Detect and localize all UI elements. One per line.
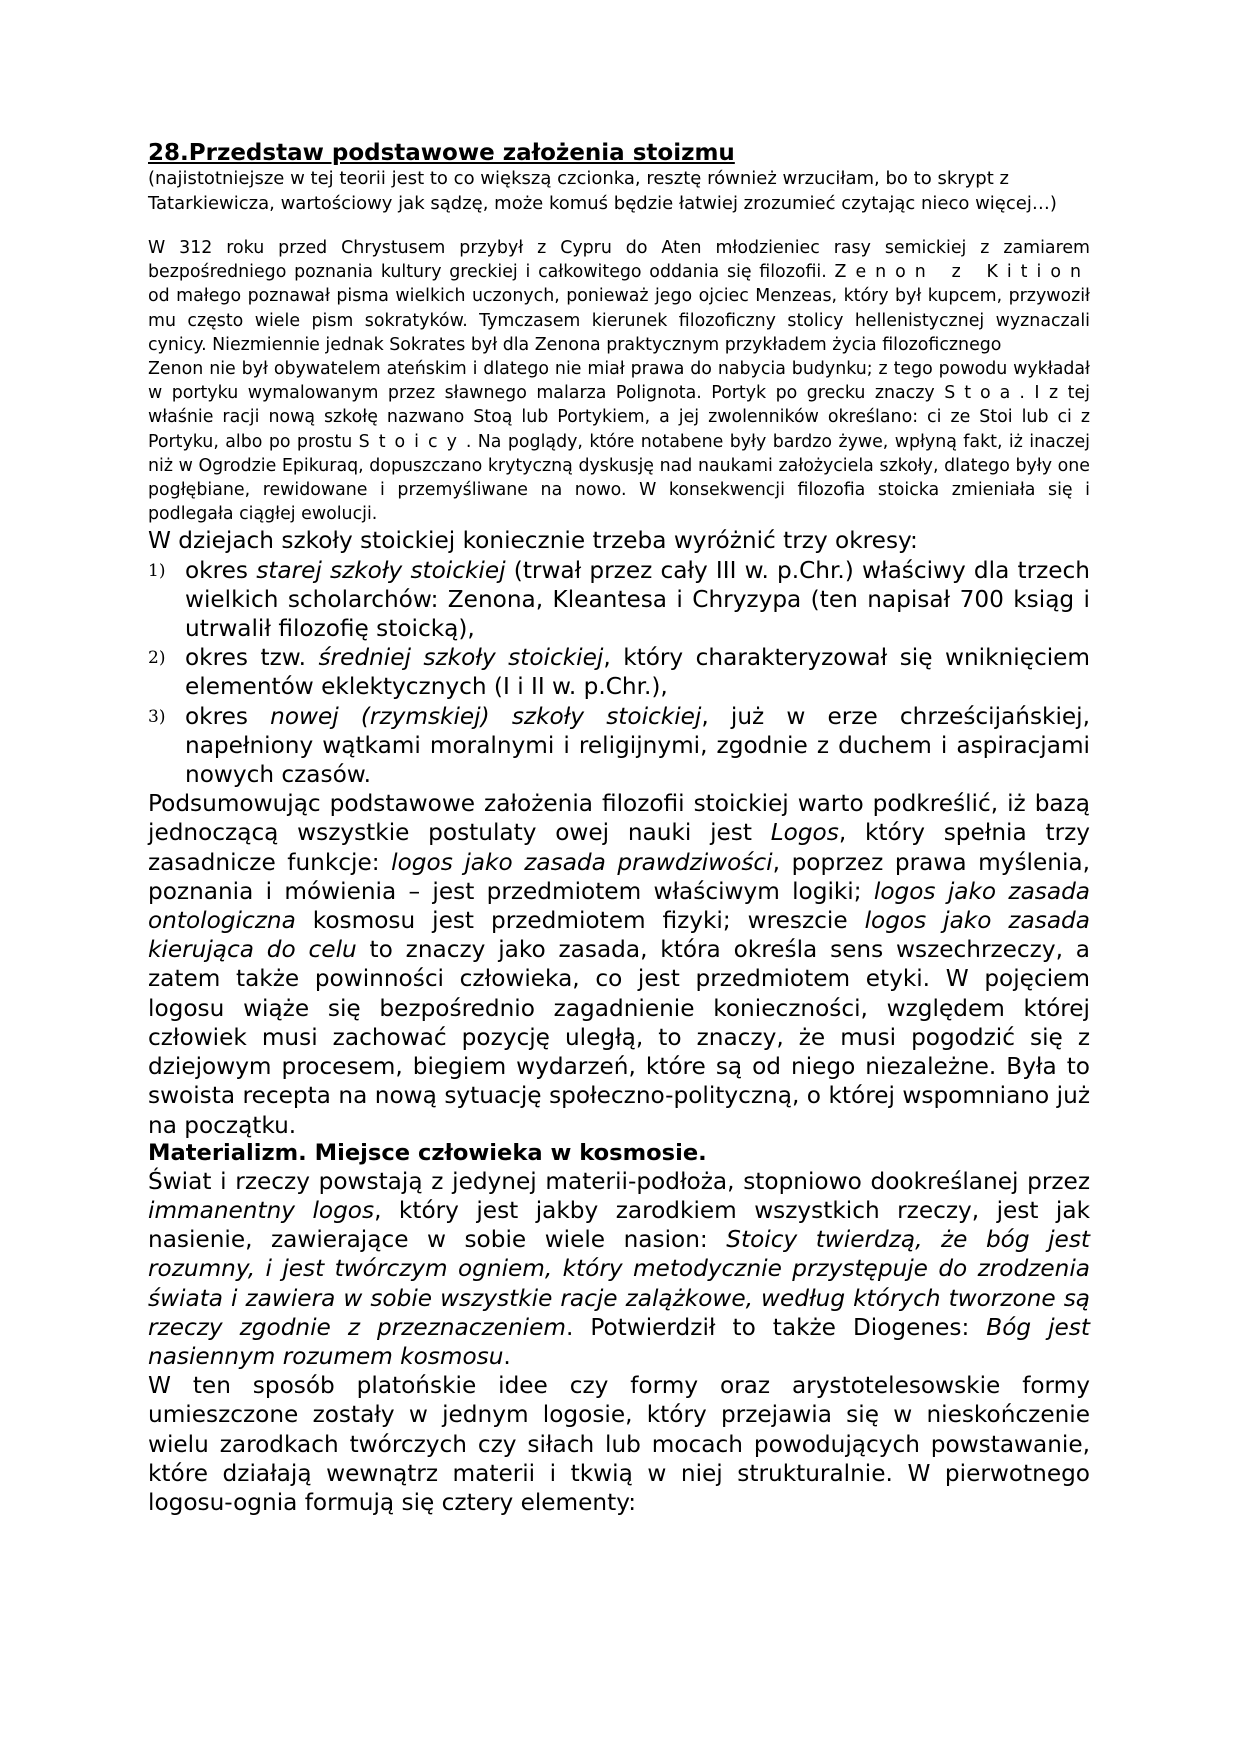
summary-paragraph: Podsumowując podstawowe założenia filozofii stoickiej warto podkreślić, iż bazą jednoczącą wszystkie postulaty owej nauki jest Logos, który spełnia trzy zasadnicze funkcje: logos jako zasada prawdziwości, poprzez prawa myślenia, poznania i mówienia – jest przedmiotem właściwym logiki; logos jako zasada ontologiczna kosmosu jest przedmiotem fizyki; wreszcie logos jako zasada kierująca do celu to znaczy jako zasada, która określa sens wszechrzeczy, a zatem także powinności człowieka, co jest przedmiotem etyki. W pojęciem logosu wiąże się bezpośrednio zagadnienie konieczności, względem której człowiek musi zachować pozycję uległą, to znaczy, że musi pogodzić się z dziejowym procesem, biegiem wydarzeń, które są od niego niezależne. Była to swoista recepta na nową sytuację społeczno-polityczną, o której wspomniano już na początku. (148, 790, 1090, 1139)
spacer (148, 216, 1090, 236)
periods-intro: W dziejach szkoły stoickiej koniecznie trzeba wyróżnić trzy okresy: (148, 527, 918, 555)
list-number: 3) (148, 706, 166, 727)
list-number: 2) (148, 648, 166, 669)
term-stoicy: Stoicy (358, 431, 466, 452)
term-stoa: Stoa (944, 383, 1020, 404)
list-item: 3) okres nowej (rzymskiej) szkoły stoickiej, już w erze chrześcijańskiej, napełniony wątkami moralnymi i religijnymi, zgodnie z duchem i aspiracjami nowych czasów. (148, 702, 1090, 789)
intro-paragraph-2: Zenon nie był obywatelem ateńskim i dlatego nie miał prawa do nabycia budynku; z tego powodu wykładał w portyku wymalowanym przez sławnego malarza Polignota. Portyk po grecku znaczy Stoa. I z tej właśnie racji nową szkołę nazwano Stoą lub Portykiem, a jej zwolenników określano: ci ze Stoi lub ci z Portyku, albo po prostu Stoicy. Na poglądy, które notabene były bardzo żywe, wpłyną fakt, iż inaczej niż w Ogrodzie Epikuraq, dopuszczano krytyczną dyskusję nad naukami założyciela szkoły, dlatego były one pogłębiane, rewidowane i przemyśliwane na nowo. W konsekwencji filozofia stoicka zmieniała się i podlegała ciągłej ewolucji. (148, 359, 1090, 525)
periods-list (148, 556, 1090, 790)
document-page (148, 140, 1090, 1517)
name-zenon: Zenon z Kition (834, 262, 1090, 283)
page-title: 28.Przedstaw podstawowe założenia stoizmu (148, 140, 735, 166)
materialism-paragraph: Świat i rzeczy powstają z jedynej materii-podłoża, stopniowo dookreślanej przez immanentny logos, który jest jakby zarodkiem wszystkich rzeczy, jest jak nasienie, zawierające w sobie wiele nasion: Stoicy twierdzą, że bóg jest rozumny, i jest twórczym ogniem, który metodycznie przystępuje do zrodzenia świata i zawiera w sobie wszystkie racje zalążkowe, według których tworzone są rzeczy zgodnie z przeznaczeniem. Potwierdził to także Diogenes: Bóg jest nasiennym rozumem kosmosu. (148, 1167, 1090, 1370)
list-item: 2) okres tzw. średniej szkoły stoickiej, który charakteryzował się wniknięciem elementów eklektycznych (I i II w. p.Chr.), (148, 644, 1090, 701)
intro-paragraph-1: W 312 roku przed Chrystusem przybył z Cypru do Aten młodzieniec rasy semickiej z zamiarem bezpośredniego poznania kultury greckiej i całkowitego oddania się filozofii. Zenon z Kition od małego poznawał pisma wielkich uczonych, ponieważ jego ojciec Menzeas, który był kupcem, przywoził mu często wiele pism sokratyków. Tymczasem kierunek filozoficzny stolicy hellenistycznej wyznaczali cynicy. Niezmiennie jednak Sokrates był dla Zenona praktycznym przykładem życia filozoficznego (148, 238, 1090, 355)
author-note: (najistotniejsze w tej teorii jest to co większą czcionka, resztę również wrzuciłam, bo to skrypt z Tatarkiewicza, wartościowy jak sądzę, może komuś będzie łatwiej zrozumieć czytając nieco więcej…) (148, 168, 1057, 214)
list-number: 1) (148, 560, 166, 581)
list-item: 1) okres starej szkoły stoickiej (trwał przez cały III w. p.Chr.) właściwy dla trzech wielkich scholarchów: Zenona, Kleantesa i Chryzypa (ten napisał 700 ksiąg i utrwalił filozofię stoicką), (148, 556, 1090, 643)
forms-paragraph: W ten sposób platońskie idee czy formy oraz arystotelesowskie formy umieszczone zostały w jednym logosie, który przejawia się w nieskończenie wielu zarodkach twórczych czy siłach lub mocach powodujących powstawanie, które działają wewnątrz materii i tkwią w niej strukturalnie. W pierwotnego logosu-ognia formują się cztery elementy: (148, 1372, 1090, 1516)
section-heading: Materializm. Miejsce człowieka w kosmosie. (148, 1139, 707, 1166)
